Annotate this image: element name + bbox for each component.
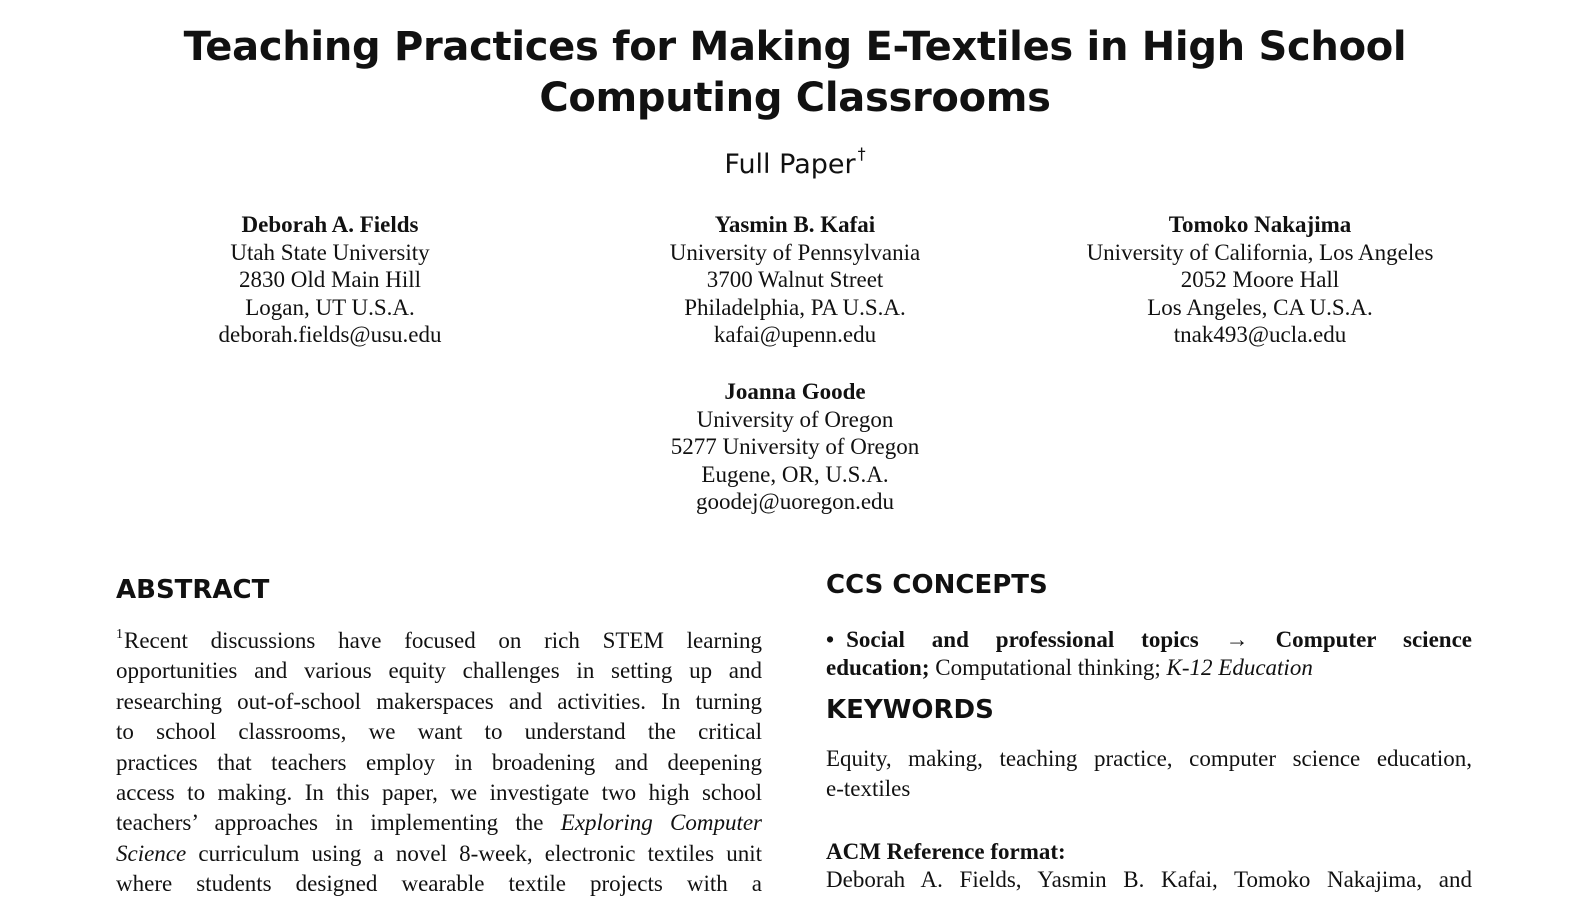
author-affiliation: University of Pennsylvania bbox=[669, 239, 921, 265]
abstract-line: teachers’ approaches in implementing the Exploring Computer bbox=[116, 810, 763, 836]
ccs-concepts-heading: CCS CONCEPTS bbox=[826, 570, 1048, 600]
author-affiliation: University of California, Los Angeles bbox=[1086, 239, 1434, 265]
bullet: • bbox=[826, 627, 835, 652]
author-block-3 bbox=[1040, 211, 1480, 349]
author-city: Los Angeles, CA U.S.A. bbox=[1147, 294, 1373, 320]
author-block-1 bbox=[160, 211, 500, 349]
author-name: Deborah A. Fields bbox=[241, 212, 419, 237]
author-city: Philadelphia, PA U.S.A. bbox=[684, 294, 906, 320]
ccs-line: • Social and professional topics → Computer science bbox=[826, 627, 1472, 652]
author-city: Eugene, OR, U.S.A. bbox=[701, 461, 889, 487]
abstract-heading: ABSTRACT bbox=[116, 575, 270, 605]
paper-title-line-2: Computing Classrooms bbox=[539, 75, 1051, 121]
abstract-line: access to making. In this paper, we investigate two high school bbox=[116, 780, 762, 806]
author-email: deborah.fields@usu.edu bbox=[218, 322, 442, 347]
abstract-line: practices that teachers employ in broadening and deepening bbox=[116, 749, 762, 775]
author-address: 5277 University of Oregon bbox=[670, 434, 920, 459]
abstract-line: where students designed wearable textile projects with a bbox=[116, 871, 762, 897]
abstract-line: to school classrooms, we want to understand the critical bbox=[116, 719, 762, 745]
keywords-heading: KEYWORDS bbox=[826, 695, 994, 725]
acm-reference-line: Deborah A. Fields, Yasmin B. Kafai, Tomoko Nakajima, and bbox=[826, 867, 1472, 892]
keywords-body bbox=[826, 744, 1472, 804]
abstract-body bbox=[116, 620, 762, 900]
abstract-line: Science curriculum using a novel 8-week, electronic textiles unit bbox=[116, 840, 763, 866]
author-address: 2830 Old Main Hill bbox=[238, 267, 422, 292]
author-address: 2052 Moore Hall bbox=[1180, 267, 1340, 292]
author-city: Logan, UT U.S.A. bbox=[245, 294, 415, 320]
footnote-mark: 1 bbox=[116, 627, 123, 642]
acm-reference-heading: ACM Reference format: bbox=[826, 839, 1066, 864]
abstract-line: researching out-of-school makerspaces and activities. In turning bbox=[116, 688, 762, 714]
ccs-line: education; Computational thinking; K-12 Education bbox=[826, 655, 1313, 680]
ccs-concepts-body bbox=[826, 626, 1472, 682]
paper-type: Full Paper bbox=[724, 149, 856, 180]
paper-title-line-1: Teaching Practices for Making E-Textiles in High School bbox=[183, 24, 1407, 70]
abstract-line: opportunities and various equity challenges in setting up and bbox=[116, 658, 762, 684]
author-name: Yasmin B. Kafai bbox=[714, 212, 876, 237]
author-affiliation: University of Oregon bbox=[696, 406, 894, 432]
author-email: goodej@uoregon.edu bbox=[695, 489, 895, 514]
author-address: 3700 Walnut Street bbox=[706, 267, 884, 292]
author-affiliation: Utah State University bbox=[230, 239, 430, 265]
author-block-4 bbox=[600, 378, 990, 516]
paper-subtitle bbox=[0, 136, 1590, 183]
author-block-2 bbox=[600, 211, 990, 349]
keywords-line: Equity, making, teaching practice, computer science education, bbox=[826, 746, 1472, 771]
abstract-line: $^1$Recent discussions have focused on rich STEM learning bbox=[116, 627, 762, 653]
paper-type-footnote-mark: † bbox=[857, 144, 866, 163]
author-name: Tomoko Nakajima bbox=[1168, 212, 1352, 237]
paper-title bbox=[0, 22, 1590, 124]
author-email: kafai@upenn.edu bbox=[713, 322, 877, 347]
author-name: Joanna Goode bbox=[724, 379, 866, 404]
acm-reference-body bbox=[826, 866, 1472, 894]
author-email: tnak493@ucla.edu bbox=[1173, 322, 1347, 347]
keywords-line: e-textiles bbox=[826, 776, 911, 801]
